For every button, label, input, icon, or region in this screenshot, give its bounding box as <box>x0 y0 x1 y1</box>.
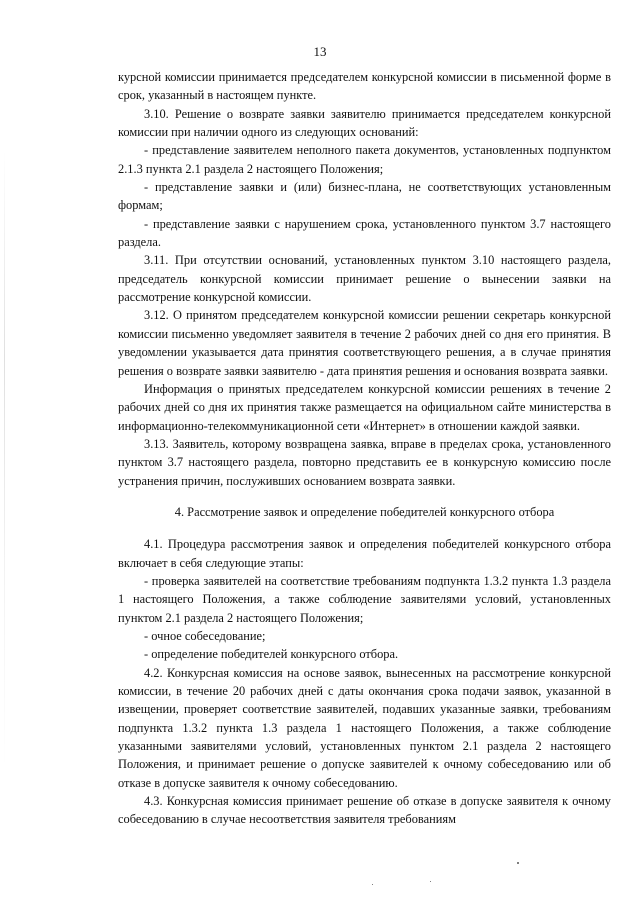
paragraph-3-10: 3.10. Решение о возврате заявки заявителю принимается председателем конкурсной комиссии при наличии одного из следующих оснований: <box>118 106 611 140</box>
list-item: - определение победителей конкурсного отбора. <box>144 647 399 662</box>
scan-speck <box>517 862 519 864</box>
section-heading: 4. Рассмотрение заявок и определение победителей конкурсного отбора <box>174 504 555 519</box>
list-item: - представление заявки с нарушением срока, установленного пунктом 3.7 настоящего раздела. <box>118 216 611 250</box>
paragraph-3-12: 3.12. О принятом председателем конкурсной комиссии решении секретарь конкурсной комиссии письменно уведомляет заявителя в течение 2 рабочих дней со дня его принятия. В уведомлении указывается дата принятия соответствующего решения, а в случае принятия решения о возврате заявки заявителю - дата принятия решения и основания возврата заявки. <box>118 308 611 378</box>
document-body <box>118 68 611 829</box>
list-item: - очное собеседование; <box>144 628 266 643</box>
list-item: - представление заявки и (или) бизнес-плана, не соответствующих установленным формам; <box>118 180 611 213</box>
paragraph-4-2: 4.2. Конкурсная комиссия на основе заявок, вынесенных на рассмотрение конкурсной комиссии, в течение 20 рабочих дней с даты окончания срока подачи заявок, указанной в извещении, проверяет соответствие заявителей, подавших указанные заявки, требованиям подпункта 1.3.2 пункта 1.3 раздела 1 настоящего Положения, а также соблюдение указанными заявителями условий, установленных пунктом 2.1 раздела 2 настоящего Положения, и принимает решение о допуске заявителей к очному собеседованию или об отказе в допуске заявителя к очному собеседованию. <box>118 665 611 790</box>
paragraph-information: Информация о принятых председателем конкурсной комиссии решениях в течение 2 рабочих дней со дня их принятия также размещается на официальном сайте министерства в информационно-телекоммуникационной сети «Интернет» в отношении каждой заявки. <box>118 381 611 433</box>
scan-speck <box>430 881 431 882</box>
scan-edge-shadow <box>4 150 5 770</box>
list-item: - представление заявителем неполного пакета документов, установленных подпунктом 2.1.3 пункта 2.1 раздела 2 настоящего Положения; <box>118 143 611 176</box>
page-number: 13 <box>313 44 327 59</box>
paragraph-4-1: 4.1. Процедура рассмотрения заявок и определения победителей конкурсного отбора включает в себя следующие этапы: <box>118 537 611 570</box>
paragraph-3-13: 3.13. Заявитель, которому возвращена заявка, вправе в пределах срока, установленного пунктом 3.7 настоящего раздела, повторно представить ее в конкурсную комиссию после устранения причин, послуживших основанием возврата заявки. <box>118 436 611 488</box>
paragraph-3-11: 3.11. При отсутствии оснований, установленных пунктом 3.10 настоящего раздела, председатель конкурсной комиссии принимает решение о вынесении заявки на рассмотрение конкурсной комиссии. <box>118 253 611 305</box>
list-item: - проверка заявителей на соответствие требованиям подпункта 1.3.2 пункта 1.3 раздела 1 настоящего Положения, а также соблюдение заявителями условий, установленных пунктом 2.1 раздела 2 настоящего Положения; <box>118 573 611 625</box>
scan-speck <box>372 884 373 885</box>
paragraph-continuation: курсной комиссии принимается председателем конкурсной комиссии в письменной форме в срок, указанный в настоящем пункте. <box>118 70 611 103</box>
paragraph-4-3: 4.3. Конкурсная комиссия принимает решение об отказе в допуске заявителя к очному собеседованию в случае несоответствия заявителя требованиям <box>118 794 611 827</box>
